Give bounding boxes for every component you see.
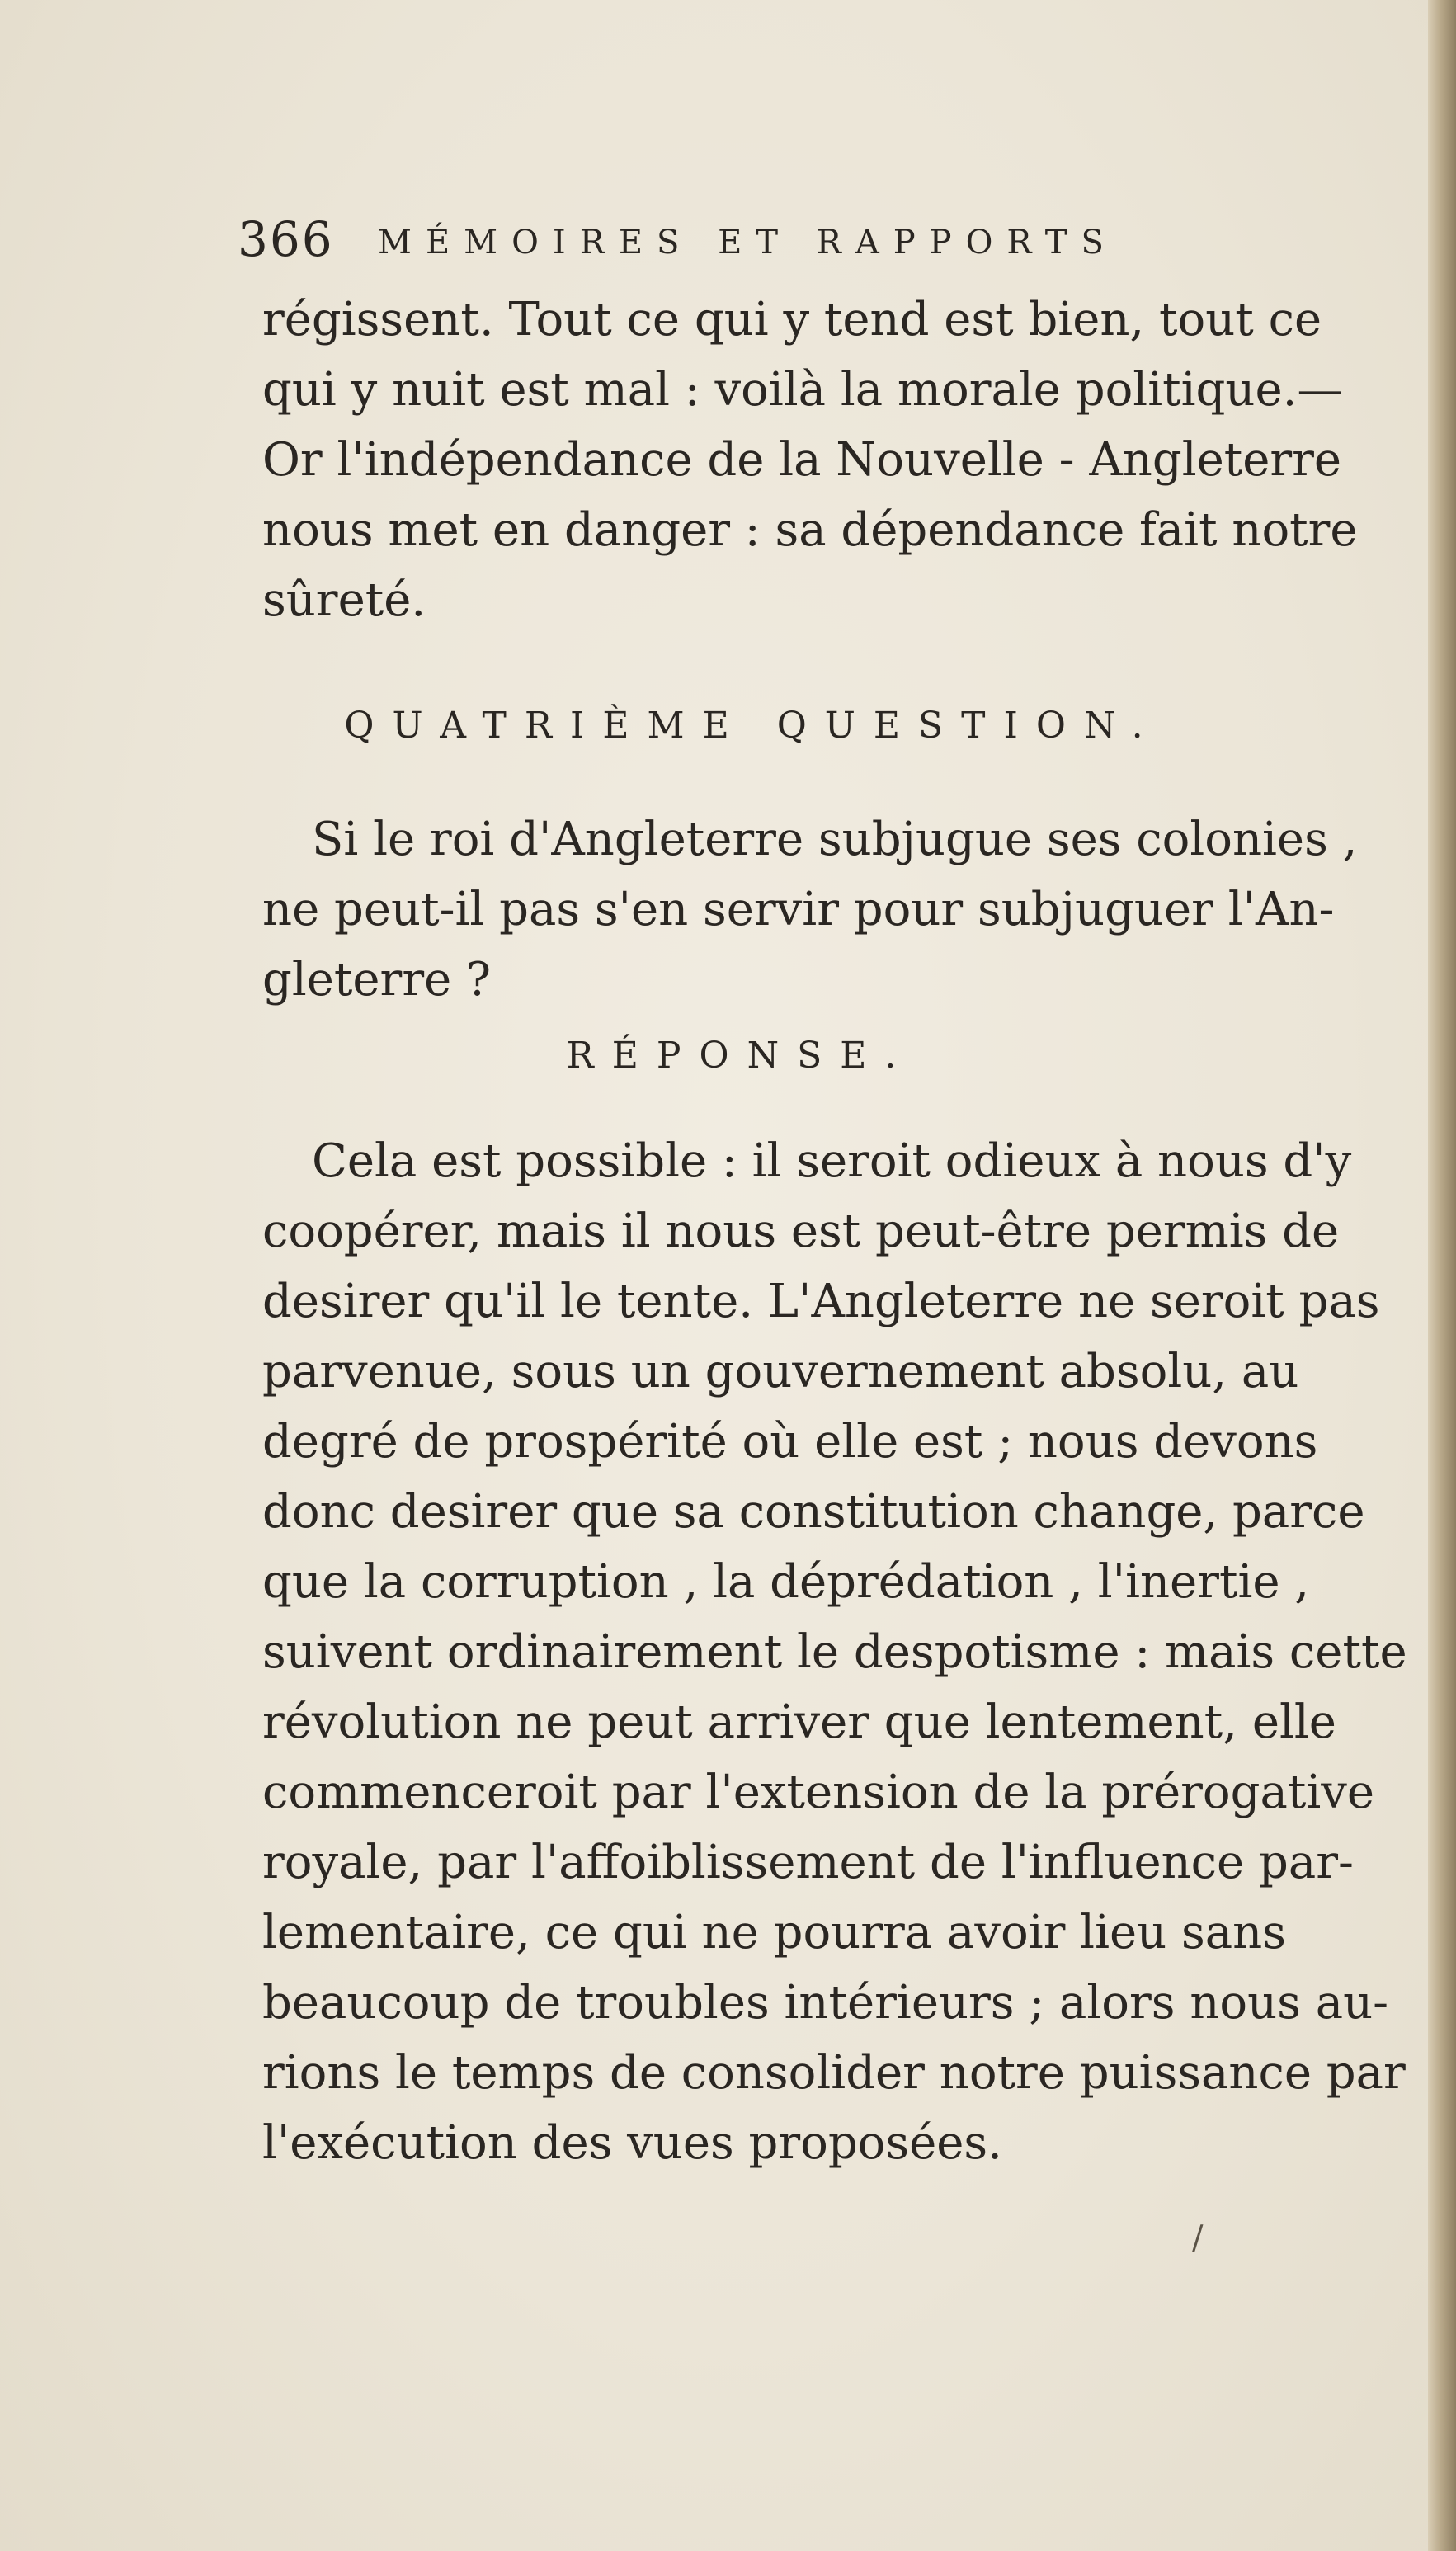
page-number: 366 — [238, 211, 334, 267]
text-line: beaucoup de troubles intérieurs ; alors nous au- — [262, 1976, 1389, 2030]
page-edge-shadow — [1428, 0, 1456, 2551]
text-line: commenceroit par l'extension de la prérogative — [262, 1766, 1375, 1819]
text-line: degré de prospérité où elle est ; nous devons — [262, 1415, 1318, 1469]
text-line: desirer qu'il le tente. L'Angleterre ne seroit pas — [262, 1275, 1380, 1328]
section-heading-answer: RÉPONSE. — [566, 1035, 915, 1077]
question-paragraph — [262, 804, 1401, 1015]
text-line: Cela est possible : il seroit odieux à nous d'y — [312, 1134, 1352, 1188]
text-line: sûreté. — [262, 573, 426, 627]
text-line: Si le roi d'Angleterre subjugue ses colonies , — [312, 813, 1358, 866]
text-line: coopérer, mais il nous est peut-être permis de — [262, 1205, 1340, 1258]
text-line: nous met en danger : sa dépendance fait notre — [262, 503, 1358, 557]
text-line: Or l'indépendance de la Nouvelle - Angleterre — [262, 433, 1342, 487]
text-line: suivent ordinairement le despotisme : mais cette — [262, 1625, 1407, 1679]
text-line: l'exécution des vues proposées. — [262, 2116, 1002, 2170]
text-line: gleterre ? — [262, 953, 492, 1007]
text-line: régissent. Tout ce qui y tend est bien, tout ce — [262, 293, 1322, 347]
text-line: ne peut-il pas s'en servir pour subjuguer l'An- — [262, 883, 1335, 936]
answer-paragraph — [262, 1126, 1407, 2178]
text-line: lementaire, ce qui ne pourra avoir lieu sans — [262, 1906, 1286, 1959]
text-line: que la corruption , la déprédation , l'inertie , — [262, 1555, 1310, 1609]
text-line: révolution ne peut arriver que lentement, elle — [262, 1695, 1336, 1749]
text-line: royale, par l'affoiblissement de l'influence par- — [262, 1836, 1354, 1889]
text-line: rions le temps de consolider notre puissance par — [262, 2046, 1406, 2100]
running-title: MÉMOIRES ET RAPPORTS — [378, 224, 1118, 262]
text-line: parvenue, sous un gouvernement absolu, au — [262, 1345, 1299, 1398]
running-head — [238, 206, 1310, 281]
paragraph-continuation — [262, 285, 1401, 635]
text-line: donc desirer que sa constitution change, parce — [262, 1485, 1365, 1539]
section-heading-question: QUATRIÈME QUESTION. — [344, 705, 1162, 747]
text-line: qui y nuit est mal : voilà la morale politique.— — [262, 363, 1344, 417]
footer-mark: / — [1192, 2219, 1204, 2257]
